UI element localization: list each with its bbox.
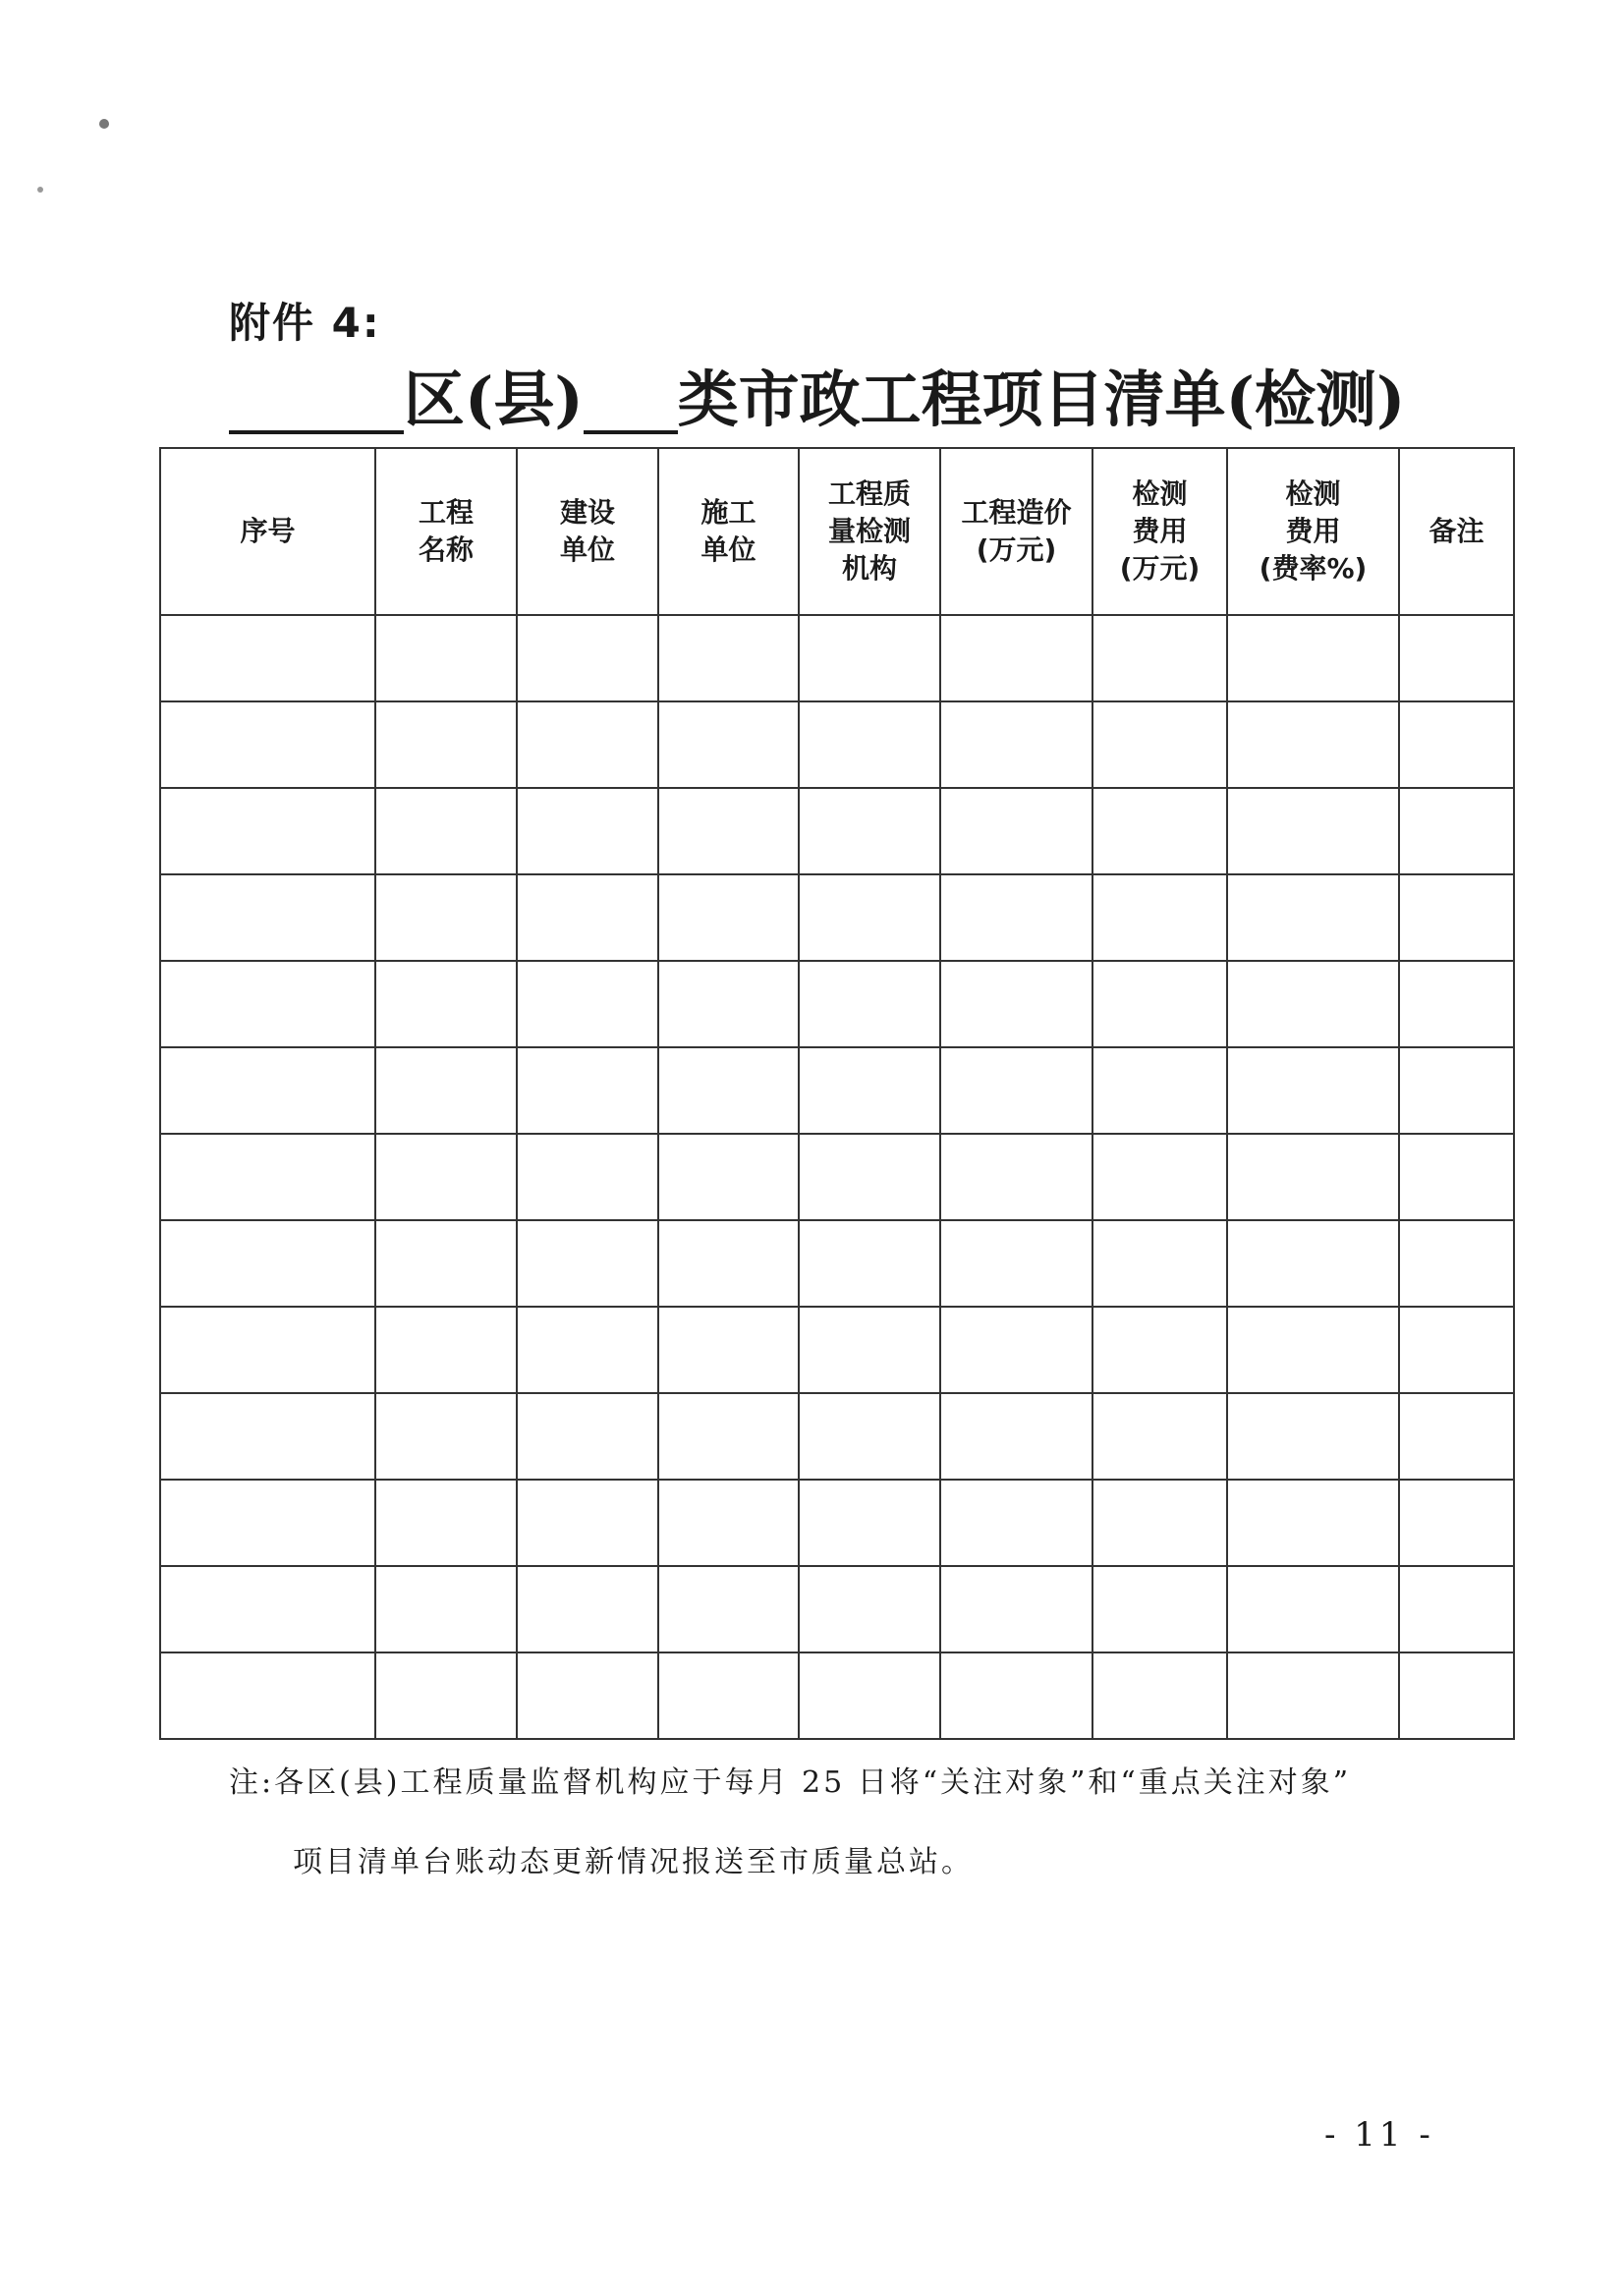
table-cell — [799, 701, 940, 788]
table-cell — [1227, 1393, 1399, 1480]
table-cell — [517, 788, 658, 874]
table-cell — [375, 1393, 517, 1480]
column-header-line: 工程质 — [827, 477, 911, 511]
table-cell — [1092, 1307, 1227, 1393]
column-header-line: 单位 — [559, 533, 615, 566]
table-cell — [160, 961, 375, 1047]
table-cell — [799, 1652, 940, 1739]
table-cell — [658, 788, 799, 874]
column-header — [940, 448, 1092, 615]
table-cell — [799, 961, 940, 1047]
table-row — [160, 1307, 1514, 1393]
table-cell — [375, 1220, 517, 1307]
note-line-1: 注:各区(县)工程质量监督机构应于每月 25 日将“关注对象”和“重点关注对象” — [229, 1765, 1352, 1800]
table-cell — [1092, 1480, 1227, 1566]
table-cell — [375, 874, 517, 961]
table-cell — [940, 1307, 1092, 1393]
table-cell — [1092, 788, 1227, 874]
table-cell — [1227, 874, 1399, 961]
column-header-line: 备注 — [1428, 515, 1484, 548]
table-cell — [1092, 1047, 1227, 1134]
table-cell — [1092, 1652, 1227, 1739]
scan-speck — [99, 119, 109, 129]
table-cell — [940, 1047, 1092, 1134]
table-cell — [940, 615, 1092, 701]
table-cell — [160, 1220, 375, 1307]
table-cell — [1399, 1566, 1514, 1652]
table-row — [160, 701, 1514, 788]
table-cell — [160, 1047, 375, 1134]
column-header-line: 费用 — [1285, 515, 1341, 548]
table-cell — [375, 1480, 517, 1566]
table-row — [160, 1652, 1514, 1739]
table-cell — [160, 1134, 375, 1220]
column-header-line: 费用 — [1132, 515, 1188, 548]
table-cell — [658, 1480, 799, 1566]
column-header-line: 工程造价 — [961, 496, 1072, 530]
table-cell — [940, 874, 1092, 961]
column-header-line: 检测 — [1285, 477, 1341, 511]
table-cell — [517, 1652, 658, 1739]
table-cell — [375, 1134, 517, 1220]
table-cell — [1399, 1134, 1514, 1220]
table-cell — [517, 1566, 658, 1652]
table-cell — [160, 1307, 375, 1393]
table-cell — [160, 1393, 375, 1480]
table-cell — [799, 1393, 940, 1480]
table-row — [160, 1566, 1514, 1652]
table-cell — [658, 874, 799, 961]
district-blank — [229, 369, 404, 434]
column-header — [799, 448, 940, 615]
table-row — [160, 1134, 1514, 1220]
table-cell — [1399, 961, 1514, 1047]
table-cell — [1227, 1652, 1399, 1739]
table-cell — [1092, 1220, 1227, 1307]
table-cell — [1227, 1134, 1399, 1220]
table-cell — [799, 874, 940, 961]
table-cell — [1399, 1307, 1514, 1393]
table-cell — [799, 1566, 940, 1652]
column-header-line: 机构 — [841, 551, 897, 585]
table-cell — [1227, 788, 1399, 874]
page-number: - 11 - — [1324, 2115, 1434, 2155]
table-cell — [1227, 1566, 1399, 1652]
column-header-line: (费率%) — [1259, 551, 1368, 585]
table-cell — [160, 1566, 375, 1652]
table-cell — [375, 1307, 517, 1393]
table-cell — [658, 701, 799, 788]
note-line-2: 项目清单台账动态更新情况报送至市质量总站。 — [293, 1845, 974, 1879]
table-cell — [658, 1566, 799, 1652]
column-header-line: 建设 — [559, 496, 615, 530]
column-header-line: 工程 — [418, 496, 474, 530]
column-header — [1399, 448, 1514, 615]
column-header — [1092, 448, 1227, 615]
table-cell — [517, 615, 658, 701]
table-cell — [1092, 615, 1227, 701]
table-cell — [160, 701, 375, 788]
table-row — [160, 1047, 1514, 1134]
column-header-line: 序号 — [240, 515, 296, 548]
table-cell — [517, 874, 658, 961]
column-header-line: 量检测 — [827, 515, 911, 548]
table-row — [160, 1480, 1514, 1566]
table-cell — [658, 1652, 799, 1739]
table-cell — [375, 1652, 517, 1739]
table-cell — [799, 1307, 940, 1393]
table-cell — [1092, 961, 1227, 1047]
table-cell — [799, 1047, 940, 1134]
table-row — [160, 1220, 1514, 1307]
table-cell — [658, 961, 799, 1047]
table-cell — [517, 701, 658, 788]
table-cell — [1092, 1134, 1227, 1220]
table-cell — [1092, 1393, 1227, 1480]
table-cell — [1227, 701, 1399, 788]
project-list-table — [159, 447, 1515, 1740]
table-cell — [1399, 1652, 1514, 1739]
table-cell — [940, 1220, 1092, 1307]
attachment-label: 附件 4: — [229, 299, 381, 347]
table-header-row — [160, 448, 1514, 615]
table-cell — [375, 788, 517, 874]
table-cell — [799, 1134, 940, 1220]
table-cell — [1399, 1393, 1514, 1480]
table-cell — [1227, 961, 1399, 1047]
table-cell — [799, 1220, 940, 1307]
table-row — [160, 961, 1514, 1047]
table-body — [160, 615, 1514, 1739]
table-cell — [940, 961, 1092, 1047]
table-cell — [658, 1393, 799, 1480]
table-cell — [1227, 1307, 1399, 1393]
table-cell — [658, 1047, 799, 1134]
table-cell — [160, 615, 375, 701]
table-cell — [1227, 1220, 1399, 1307]
column-header-line: (万元) — [1119, 551, 1201, 585]
table-row — [160, 788, 1514, 874]
table-cell — [375, 615, 517, 701]
table-cell — [375, 701, 517, 788]
table-cell — [658, 1220, 799, 1307]
title-part-1: 区(县) — [404, 364, 584, 435]
document-title — [229, 358, 1405, 434]
table-row — [160, 615, 1514, 701]
column-header — [1227, 448, 1399, 615]
table-cell — [517, 1134, 658, 1220]
table-cell — [1092, 874, 1227, 961]
table-cell — [517, 1480, 658, 1566]
table-cell — [1227, 1047, 1399, 1134]
table-cell — [658, 615, 799, 701]
table-cell — [940, 788, 1092, 874]
table-cell — [940, 1134, 1092, 1220]
table-cell — [1227, 615, 1399, 701]
column-header — [517, 448, 658, 615]
table-cell — [375, 1566, 517, 1652]
table-cell — [1092, 1566, 1227, 1652]
table-cell — [517, 961, 658, 1047]
table-row — [160, 1393, 1514, 1480]
column-header — [160, 448, 375, 615]
table-cell — [1399, 1220, 1514, 1307]
table-cell — [940, 1393, 1092, 1480]
table-cell — [517, 1307, 658, 1393]
table-cell — [1399, 788, 1514, 874]
column-header — [375, 448, 517, 615]
table-cell — [658, 1134, 799, 1220]
column-header-line: 单位 — [700, 533, 756, 566]
table-cell — [1092, 701, 1227, 788]
table-cell — [517, 1393, 658, 1480]
category-blank — [584, 369, 678, 434]
table-cell — [940, 1566, 1092, 1652]
table-cell — [160, 1652, 375, 1739]
table-cell — [940, 1652, 1092, 1739]
table-cell — [517, 1220, 658, 1307]
table-cell — [799, 615, 940, 701]
table-cell — [160, 788, 375, 874]
table-cell — [799, 788, 940, 874]
table-cell — [160, 1480, 375, 1566]
column-header-line: (万元) — [976, 533, 1057, 566]
table-cell — [799, 1480, 940, 1566]
scan-speck — [37, 187, 43, 193]
column-header-line: 施工 — [700, 496, 756, 530]
table-cell — [1399, 1047, 1514, 1134]
title-part-2: 类市政工程项目清单(检测) — [677, 364, 1406, 435]
table-cell — [940, 701, 1092, 788]
table-cell — [517, 1047, 658, 1134]
table-cell — [1399, 615, 1514, 701]
table-row — [160, 874, 1514, 961]
table-cell — [160, 874, 375, 961]
table-cell — [375, 1047, 517, 1134]
column-header-line: 名称 — [418, 533, 474, 566]
table-cell — [1399, 1480, 1514, 1566]
table-cell — [1399, 874, 1514, 961]
table-cell — [658, 1307, 799, 1393]
table-cell — [1399, 701, 1514, 788]
table-cell — [940, 1480, 1092, 1566]
column-header-line: 检测 — [1132, 477, 1188, 511]
column-header — [658, 448, 799, 615]
table-cell — [1227, 1480, 1399, 1566]
table-cell — [375, 961, 517, 1047]
